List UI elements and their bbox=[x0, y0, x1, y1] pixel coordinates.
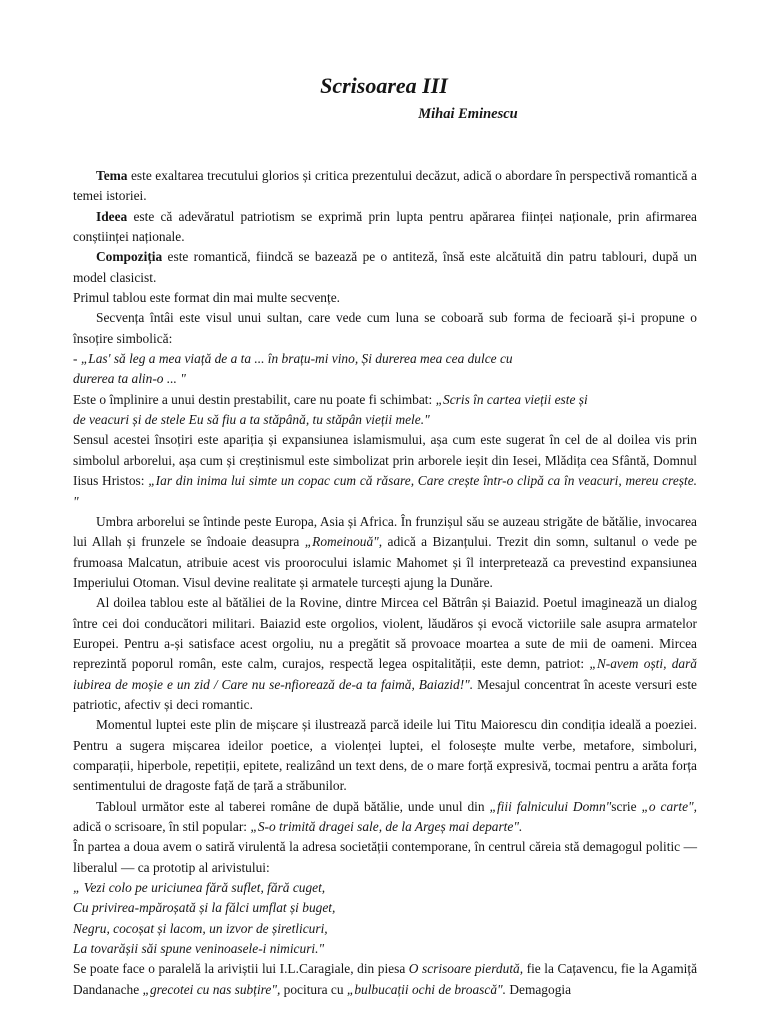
paragraph bbox=[73, 959, 697, 1000]
quotation-text: „Romeinouă", bbox=[304, 534, 383, 550]
quotation-text: „bulbucații ochi de broască". bbox=[346, 981, 506, 997]
paragraph bbox=[73, 390, 697, 431]
quotation-text: „Scris în cartea vieții este și bbox=[435, 391, 588, 407]
paragraph bbox=[73, 593, 697, 715]
text-run: Momentul luptei este plin de mișcare și ilustrează parcă ideile lui Titu Maiorescu din condiția ideală a poeziei. Pentru a sugera mișcarea ideilor poetice, a violenței luptei, el folosește multe verbe, metafore, simboluri, comparații, hiperbole, repetiții, epitete, realizând un text dens, de o mare forță expresivă, tocmai pentru a arăta forța sentimentului de dragoste față de țară a străbunilor. bbox=[73, 717, 697, 794]
quotation-text: durerea ta alin-o ... " bbox=[73, 371, 186, 387]
paragraph bbox=[73, 837, 697, 878]
paragraph bbox=[73, 308, 697, 349]
paragraph bbox=[73, 349, 697, 390]
paragraph bbox=[73, 207, 697, 248]
text-run: este romantică, fiindcă se bazează pe o antiteză, însă este alcătuită din patru tablouri, după un model clasicist. bbox=[73, 249, 697, 285]
text-run: fie la Cațavencu, fie la Agamiță Dandanache bbox=[73, 961, 698, 997]
quotation-text: „o carte", bbox=[641, 798, 697, 814]
quotation-text: „Las' să leg a mea viață de a ta ... în brațu-mi vino, Și durerea mea cea dulce cu bbox=[80, 351, 513, 367]
text-run: este că adevăratul patriotism se exprimă prin lupta pentru apărarea ființei naționale, prin afirmarea conștiinței naționale. bbox=[73, 208, 697, 245]
quotation-text: „N-avem oști, dară iubirea de moșie e un zid / Care nu se-nfiorează de-a ta faimă, Baiazid!". bbox=[73, 656, 697, 692]
bold-term: Tema bbox=[96, 168, 128, 183]
text-run: Se poate face o paralelă la ariviștii lui I.L.Caragiale, din piesa bbox=[73, 961, 409, 977]
paragraph bbox=[73, 512, 697, 593]
text-run: este exaltarea trecutului glorios și critica prezentului decăzut, adică o abordare în perspectivă romantică a temei istoriei. bbox=[73, 168, 697, 204]
text-run: Tabloul următor este al taberei române de după bătălie, unde unul din bbox=[96, 798, 490, 814]
paragraph bbox=[73, 288, 697, 308]
poem-line: La tovarășii săi spune veninoasele-i nimicuri." bbox=[73, 941, 325, 957]
document-body bbox=[73, 166, 697, 1000]
text-run: Este o împlinire a unui destin prestabilit, care nu poate fi schimbat: bbox=[73, 391, 436, 407]
quotation-text: O scrisoare pierdută, bbox=[408, 961, 524, 977]
paragraph bbox=[73, 715, 697, 796]
paragraph bbox=[73, 797, 697, 838]
quotation-text: „S-o trimită dragei sale, de la Argeș mai departe". bbox=[250, 819, 523, 834]
text-run: Demagogia bbox=[505, 981, 572, 997]
text-run: Umbra arborelui se întinde peste Europa, Asia și Africa. În frunzișul său se auzeau strigăte de bătălie, invocarea lui Allah și frunzele se îndoaie deasupra bbox=[73, 513, 697, 550]
bold-term: Ideea bbox=[96, 208, 128, 224]
paragraph bbox=[73, 430, 697, 511]
document-author: Mihai Eminescu bbox=[418, 106, 518, 122]
text-run: pocitura cu bbox=[280, 981, 347, 997]
poem-line: „ Vezi colo pe uriciunea fără suflet, fără cuget, bbox=[73, 880, 326, 896]
quotation-text: „grecotei cu nas subțire", bbox=[142, 981, 281, 997]
quotation-text: „fiii falnicului Domn" bbox=[489, 798, 612, 814]
quotation-text: de veacuri și de stele Eu să fiu a ta stăpână, tu stăpân vieții mele." bbox=[73, 412, 430, 428]
poem-line: Cu privirea-mpăroșată și la fălci umflat și buget, bbox=[73, 900, 336, 916]
quotation-text: „Iar din inima lui simte un copac cum că răsare, Care crește într-o clipă ca în veacuri, mereu crește. " bbox=[73, 473, 697, 509]
document-title: Scrisoarea III bbox=[320, 73, 448, 98]
text-run: adică o scrisoare, în stil popular: bbox=[73, 819, 251, 834]
bold-term: Compoziția bbox=[96, 249, 163, 265]
text-run: Primul tablou este format din mai multe secvențe. bbox=[73, 290, 341, 306]
text-run: scrie bbox=[611, 798, 642, 814]
poem-line: Negru, cocoșat și lacom, un izvor de șiretlicuri, bbox=[73, 920, 328, 936]
text-run: Mesajul concentrat în aceste versuri este patriotic, afectiv și deci romantic. bbox=[73, 676, 697, 712]
paragraph bbox=[73, 247, 697, 288]
text-run: Sensul acestei însoțiri este apariția și expansiunea islamismului, așa cum este sugerat în cel de al doilea vis prin simbolul arborelui, așa cum și creștinismul este simbolizat prin arborele ieșit din Iesei, Mlădița cea Sfântă, Domnul Iisus Hristos: bbox=[73, 432, 697, 489]
text-run: Secvența întâi este visul unui sultan, care vede cum luna se coboară sub forma de fecioară și-i propune o însoțire simbolică: bbox=[73, 310, 697, 346]
text-run: Al doilea tablou este al bătăliei de la Rovine, dintre Mircea cel Bătrân și Baiazid. Poetul imaginează un dialog între cei doi conducători militari. Baiazid este orgolios, violent, lăudăros și evocă victoriile sale asupra armatelor Europei. Pentru a-și satisface acest orgoliu, nu a pregătit să provoace moartea a sute de mii de oameni. Mircea reprezintă poporul român, este calm, curajos, respectă legea ospitalității, este demn, patriot: bbox=[73, 595, 697, 672]
text-run: adică a Bizanțului. Trezit din somn, sultanul o vede pe frumoasa Malcatun, atribuie acest vis proorocului islamic Mahomet și îl interpretează ca prevestind expansiunea Imperiului Otoman. Visul devine realitate și armatele turcești ajung la Dunăre. bbox=[73, 534, 697, 590]
text-run: - bbox=[73, 351, 81, 367]
paragraph bbox=[73, 166, 697, 207]
text-run: În partea a doua avem o satiră virulentă la adresa societății contemporane, în centrul căreia stă demagogul politic — liberalul — ca prototip al arivistului: bbox=[73, 839, 697, 875]
